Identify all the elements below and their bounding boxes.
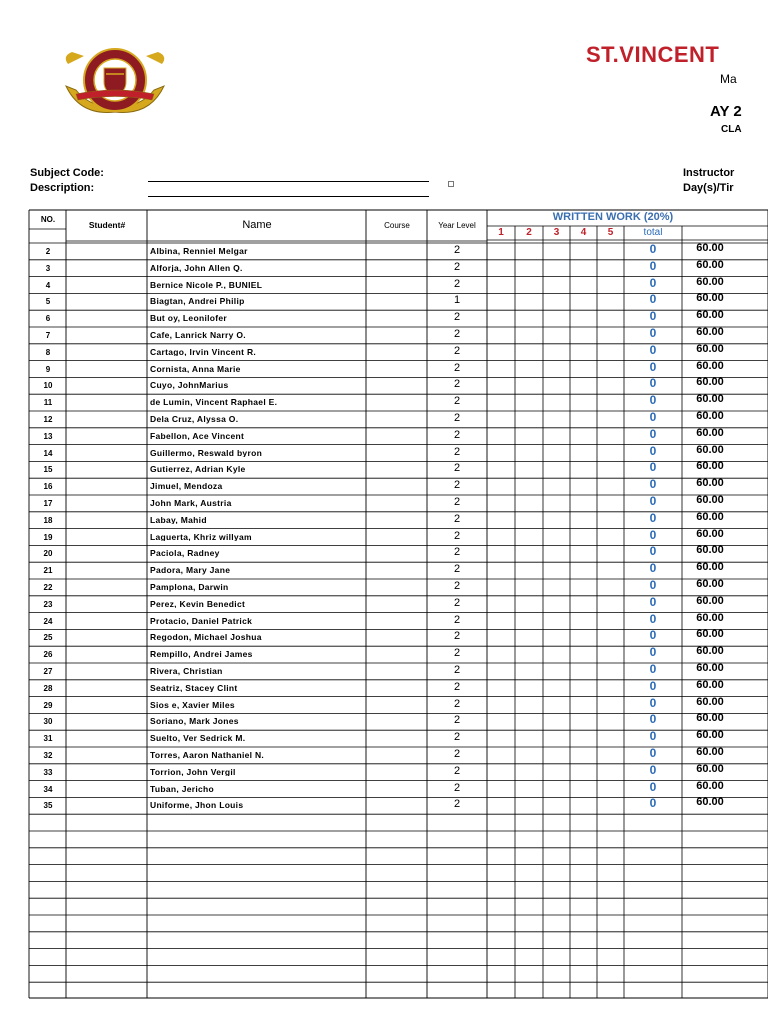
written-work-total: 0	[649, 243, 657, 255]
year-level[interactable]: 2	[453, 614, 461, 626]
student-name: Rempillo, Andrei James	[150, 650, 253, 659]
highest-possible-score: 60.00	[696, 394, 724, 406]
written-work-total: 0	[649, 730, 657, 743]
row-number: 22	[43, 584, 53, 592]
highest-possible-score: 60.00	[696, 629, 724, 641]
student-name: Laguerta, Khriz willyam	[150, 532, 252, 542]
student-name: Cornista, Anna Marie	[150, 364, 241, 374]
year-level[interactable]: 2	[453, 513, 461, 525]
student-name: Seatriz, Stacey Clint	[150, 683, 238, 693]
written-work-total: 0	[649, 629, 657, 642]
written-work-total: 0	[649, 511, 657, 524]
row-number: 2	[45, 248, 51, 256]
school-name: ST.VINCENT	[586, 42, 720, 67]
student-name: Soriano, Mark Jones	[150, 717, 239, 726]
highest-possible-score: 60.00	[696, 780, 724, 792]
year-level[interactable]: 2	[453, 429, 461, 441]
highest-possible-score: 60.00	[696, 343, 724, 355]
highest-possible-score: 60.00	[696, 579, 724, 590]
year-level[interactable]: 2	[453, 782, 461, 794]
highest-possible-score: 60.00	[696, 327, 724, 338]
description-label: Description:	[30, 182, 95, 194]
row-number: 35	[43, 802, 53, 811]
year-level[interactable]: 2	[453, 665, 461, 676]
student-name: Regodon, Michael Joshua	[150, 633, 262, 642]
row-number: 9	[45, 365, 51, 374]
student-name: Sios e, Xavier Miles	[150, 700, 235, 710]
written-work-total: 0	[649, 646, 657, 659]
year-level[interactable]: 2	[453, 648, 461, 660]
row-number: 18	[43, 516, 53, 525]
student-name: Cuyo, JohnMarius	[150, 381, 229, 390]
year-level[interactable]: 2	[453, 396, 461, 408]
row-number: 6	[45, 315, 51, 324]
header-ww-3: 3	[553, 228, 560, 238]
written-work-total: 0	[649, 763, 657, 776]
student-name: Gutierrez, Adrian Kyle	[150, 465, 246, 474]
student-name: Jimuel, Mendoza	[150, 482, 223, 491]
written-work-total: 0	[649, 394, 657, 407]
row-number: 31	[43, 735, 53, 744]
year-level[interactable]: 2	[453, 362, 461, 374]
student-name: Dela Cruz, Alyssa O.	[150, 415, 239, 424]
highest-possible-score: 60.00	[696, 562, 724, 574]
year-level[interactable]: 2	[453, 715, 461, 727]
highest-possible-score: 60.00	[696, 411, 724, 422]
student-name: Cafe, Lanrick Narry O.	[150, 331, 246, 340]
highest-possible-score: 60.00	[696, 595, 724, 607]
student-name: John Mark, Austria	[150, 499, 232, 508]
student-name: Guillermo, Reswald byron	[150, 448, 263, 458]
highest-possible-score: 60.00	[696, 427, 724, 439]
year-level[interactable]: 2	[453, 564, 461, 576]
header-ww-2: 2	[526, 228, 532, 238]
year-level[interactable]: 2	[453, 329, 461, 340]
year-level[interactable]: 2	[453, 245, 461, 256]
highest-possible-score: 60.00	[696, 360, 724, 372]
year-level[interactable]: 2	[453, 765, 461, 777]
row-number: 13	[43, 432, 53, 441]
written-work-total: 0	[649, 797, 657, 810]
row-number: 4	[45, 281, 51, 290]
year-level[interactable]: 2	[453, 463, 461, 475]
year-level[interactable]: 2	[453, 446, 461, 458]
written-work-total: 0	[649, 293, 657, 306]
student-name: Tuban, Jericho	[150, 784, 215, 794]
student-name: Fabellon, Ace Vincent	[150, 431, 245, 441]
header-year-level: Year Level	[438, 222, 476, 230]
year-level[interactable]: 2	[453, 413, 461, 424]
header-ww-5: 5	[607, 228, 614, 238]
written-work-total: 0	[649, 343, 657, 356]
written-work-total: 0	[649, 713, 657, 726]
year-level[interactable]: 2	[453, 261, 461, 273]
header-name: Name	[242, 220, 272, 231]
student-name: Torres, Aaron Nathaniel N.	[150, 751, 265, 760]
student-name: Paciola, Radney	[150, 549, 220, 558]
written-work-total: 0	[649, 780, 657, 793]
year-level[interactable]: 2	[453, 732, 461, 744]
written-work-total: 0	[649, 562, 657, 575]
highest-possible-score: 60.00	[696, 797, 724, 809]
row-number: 23	[43, 600, 53, 609]
days-time-label: Day(s)/Tir	[683, 182, 734, 194]
highest-possible-score: 60.00	[696, 747, 724, 758]
row-number: 25	[43, 634, 53, 643]
subject-code-label: Subject Code:	[30, 167, 104, 179]
school-address: Ma	[720, 72, 737, 86]
written-work-total: 0	[649, 411, 657, 423]
highest-possible-score: 60.00	[696, 545, 724, 557]
header-total: total	[643, 228, 663, 238]
header-written-work: WRITTEN WORK (20%)	[552, 212, 674, 223]
highest-possible-score: 60.00	[696, 511, 724, 523]
written-work-total: 0	[649, 495, 657, 507]
written-work-total: 0	[649, 327, 657, 339]
row-number: 15	[43, 466, 53, 475]
highest-possible-score: 60.00	[696, 293, 724, 305]
row-number: 10	[43, 382, 53, 391]
highest-possible-score: 60.00	[696, 679, 724, 691]
student-name: Pamplona, Darwin	[150, 583, 229, 592]
written-work-total: 0	[649, 663, 657, 675]
year-level[interactable]: 2	[453, 581, 461, 592]
header-ww-4: 4	[580, 228, 587, 238]
highest-possible-score: 60.00	[696, 646, 724, 658]
row-number: 3	[45, 264, 51, 273]
year-level[interactable]: 2	[453, 345, 461, 357]
header-student-number: Student#	[88, 221, 126, 230]
highest-possible-score: 60.00	[696, 495, 724, 506]
row-number: 34	[43, 785, 53, 794]
highest-possible-score: 60.00	[696, 243, 724, 254]
written-work-total: 0	[649, 679, 657, 692]
year-level[interactable]: 2	[453, 379, 461, 391]
student-name: Albina, Renniel Melgar	[150, 247, 248, 256]
year-level[interactable]: 2	[453, 631, 461, 643]
year-level[interactable]: 2	[453, 278, 461, 290]
row-number: 19	[43, 533, 53, 542]
written-work-total: 0	[649, 579, 657, 591]
highest-possible-score: 60.00	[696, 528, 724, 540]
year-level[interactable]: 2	[453, 799, 461, 811]
student-name: Padora, Mary Jane	[150, 566, 231, 575]
highest-possible-score: 60.00	[696, 259, 724, 271]
student-name: Labay, Mahid	[150, 515, 207, 525]
highest-possible-score: 60.00	[696, 310, 724, 322]
instructor-label: Instructor	[683, 167, 735, 179]
row-number: 5	[45, 298, 51, 307]
student-name: Biagtan, Andrei Philip	[150, 297, 245, 306]
written-work-total: 0	[649, 545, 657, 558]
highest-possible-score: 60.00	[696, 730, 724, 742]
row-number: 7	[45, 332, 51, 340]
student-name: de Lumin, Vincent Raphael E.	[150, 398, 278, 407]
written-work-total: 0	[649, 528, 657, 541]
highest-possible-score: 60.00	[696, 276, 724, 288]
highest-possible-score: 60.00	[696, 763, 724, 775]
student-name: Cartago, Irvin Vincent R.	[150, 347, 257, 357]
year-level[interactable]: 2	[453, 749, 461, 760]
row-number: 30	[43, 718, 53, 727]
written-work-total: 0	[649, 696, 657, 709]
header-no: NO.	[40, 216, 56, 224]
written-work-total: 0	[649, 427, 657, 440]
row-number: 14	[43, 449, 53, 458]
class-record-title: CLA	[721, 124, 742, 135]
student-name: Uniforme, Jhon Louis	[150, 801, 244, 810]
student-name: Torrion, John Vergil	[150, 767, 236, 777]
row-number: 8	[45, 348, 51, 357]
written-work-total: 0	[649, 310, 657, 323]
row-number: 29	[43, 701, 53, 710]
row-number: 16	[43, 483, 53, 492]
row-number: 32	[43, 752, 53, 760]
row-number: 28	[43, 684, 53, 693]
row-number: 17	[43, 500, 53, 508]
written-work-total: 0	[649, 444, 657, 457]
year-level[interactable]: 2	[453, 497, 461, 508]
highest-possible-score: 60.00	[696, 696, 724, 708]
student-name: Protacio, Daniel Patrick	[150, 616, 253, 626]
written-work-total: 0	[649, 377, 657, 390]
row-number: 27	[43, 668, 53, 676]
written-work-total: 0	[649, 595, 657, 608]
year-level[interactable]: 1	[453, 295, 461, 307]
written-work-total: 0	[649, 478, 657, 491]
student-name: But oy, Leonilofer	[150, 314, 228, 323]
written-work-total: 0	[649, 276, 657, 289]
row-number: 33	[43, 768, 53, 777]
written-work-total: 0	[649, 259, 657, 272]
row-number: 24	[43, 617, 53, 626]
year-level[interactable]: 2	[453, 547, 461, 559]
year-level[interactable]: 2	[453, 530, 461, 542]
academic-year: AY 2	[710, 103, 742, 120]
row-number: 20	[43, 550, 53, 559]
student-name: Rivera, Christian	[150, 667, 223, 676]
student-name: Bernice Nicole P., BUNIEL	[150, 280, 263, 290]
highest-possible-score: 60.00	[696, 377, 724, 389]
written-work-total: 0	[649, 360, 657, 373]
header-course: Course	[384, 222, 410, 230]
highest-possible-score: 60.00	[696, 713, 724, 725]
student-name: Perez, Kevin Benedict	[150, 599, 246, 609]
highest-possible-score: 60.00	[696, 612, 724, 624]
year-level[interactable]: 2	[453, 698, 461, 710]
student-name: Suelto, Ver Sedrick M.	[150, 734, 246, 743]
year-level[interactable]: 2	[453, 597, 461, 609]
year-level[interactable]: 2	[453, 681, 461, 693]
highest-possible-score: 60.00	[696, 663, 724, 674]
highest-possible-score: 60.00	[696, 461, 724, 473]
row-number: 12	[43, 416, 53, 424]
written-work-total: 0	[649, 612, 657, 625]
row-number: 21	[43, 567, 53, 576]
year-level[interactable]: 2	[453, 312, 461, 324]
row-number: 26	[43, 651, 53, 660]
student-name: Alforja, John Allen Q.	[150, 263, 243, 273]
year-level[interactable]: 2	[453, 480, 461, 492]
written-work-total: 0	[649, 747, 657, 759]
header-ww-1: 1	[498, 228, 504, 238]
highest-possible-score: 60.00	[696, 478, 724, 490]
written-work-total: 0	[649, 461, 657, 474]
highest-possible-score: 60.00	[696, 444, 724, 456]
row-number: 11	[43, 399, 53, 408]
